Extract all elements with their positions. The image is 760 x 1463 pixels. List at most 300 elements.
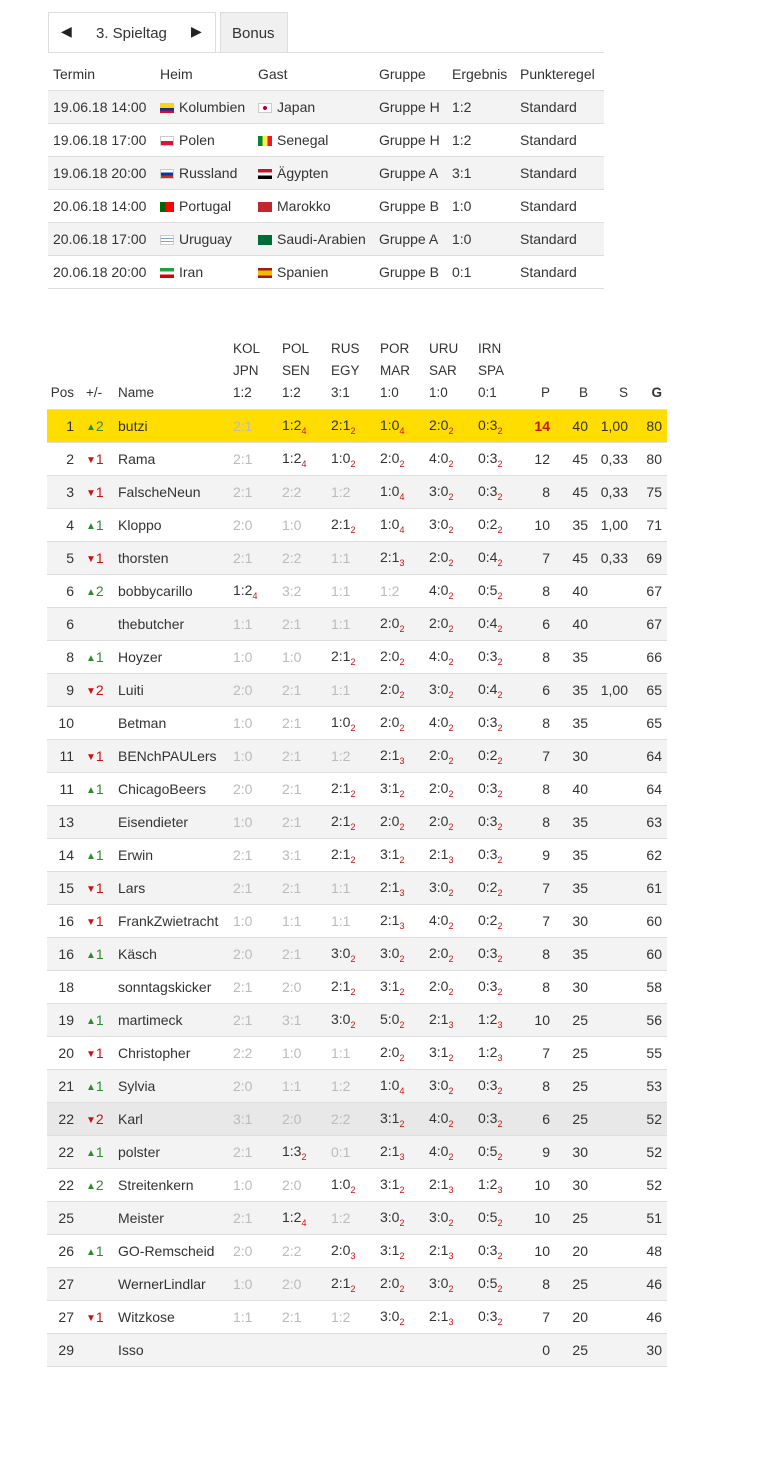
tip-points: 2 [399,1217,405,1228]
player-tip [327,1169,376,1202]
rank-delta: 1 [95,649,104,665]
tip-points: 3 [497,1019,503,1030]
tip-score: 0:3 [478,647,498,664]
rank-position: 10 [47,707,80,740]
tip-score: 1:0 [380,515,400,532]
standings-row[interactable] [47,905,667,938]
tip-score: 2:1 [429,1175,449,1192]
player-points: 8 [523,938,555,971]
fixture-result: 1:2 [447,124,515,157]
player-tip [327,773,376,806]
player-tip [327,542,376,575]
standings-row[interactable] [47,1235,667,1268]
standings-row[interactable] [47,740,667,773]
tip-score: 1:2 [233,581,253,598]
player-name[interactable]: ChicagoBeers [116,773,229,806]
fixture-away [253,190,374,223]
player-tip [425,1268,474,1301]
player-total: 75 [633,476,667,509]
tip-score: 1:0 [331,713,351,730]
player-tip [229,1136,278,1169]
player-tip [327,872,376,905]
player-name[interactable]: FalscheNeun [116,476,229,509]
tip-points: 2 [350,788,356,799]
player-name[interactable]: Hoyzer [116,641,229,674]
standings-row[interactable] [47,971,667,1004]
arrow-down-icon: ▼ [86,1049,96,1060]
tip-score: 0:3 [478,482,498,499]
player-tip [425,1169,474,1202]
player-tip [278,1070,327,1103]
player-tip [376,1169,425,1202]
standings-row[interactable] [47,1169,667,1202]
standings-row[interactable] [47,1136,667,1169]
tip-points: 3 [448,854,454,865]
fixture-group: Gruppe A [374,223,447,256]
flag-senegal-icon [258,136,272,146]
game-away-code: EGY [331,363,360,378]
tip-score: 2:1 [331,977,351,994]
home-team-name: Russland [179,165,238,181]
rank-delta: 1 [95,946,104,962]
tip-score: 2:1 [233,1210,253,1226]
standings-row[interactable] [47,509,667,542]
rank-change [80,971,116,1004]
player-name[interactable]: Christopher [116,1037,229,1070]
tip-points: 2 [497,821,503,832]
arrow-up-icon: ▲ [86,1082,96,1093]
tip-score: 2:1 [233,451,253,467]
tip-score: 0:3 [478,779,498,796]
tip-points: 2 [497,524,503,535]
tip-score: 2:1 [282,682,302,698]
player-tip [474,443,523,476]
player-tip [474,1202,523,1235]
tip-score: 1:2 [331,748,351,764]
player-tip [376,905,425,938]
player-name[interactable]: butzi [116,410,229,443]
rank-change [80,476,116,509]
tip-points: 3 [399,557,405,568]
tip-score: 2:0 [233,517,253,533]
tip-points: 2 [497,986,503,997]
tip-score: 2:0 [233,781,253,797]
player-tip [474,806,523,839]
tip-points: 2 [497,656,503,667]
standings-row[interactable] [47,674,667,707]
rank-position: 22 [47,1136,80,1169]
arrow-down-icon: ▼ [86,488,96,499]
rank-change [80,1268,116,1301]
tip-score: 2:1 [331,416,351,433]
player-name[interactable]: Kloppo [116,509,229,542]
player-s-value [593,1037,633,1070]
player-points: 10 [523,509,555,542]
standings-row[interactable] [47,1301,667,1334]
tip-score: 0:4 [478,680,498,697]
tip-score: 1:2 [478,1043,498,1060]
tip-points: 2 [497,1085,503,1096]
tip-score: 3:2 [282,583,302,599]
player-points: 6 [523,608,555,641]
player-tip [425,509,474,542]
player-tip [229,707,278,740]
rank-position: 19 [47,1004,80,1037]
player-tip [425,674,474,707]
player-tip [474,707,523,740]
tip-score: 0:3 [478,1241,498,1258]
tip-points: 3 [399,887,405,898]
tip-score: 4:0 [429,1109,449,1126]
rank-delta: 1 [95,1309,104,1325]
game-home-code: RUS [331,341,360,356]
tip-score: 3:0 [380,1307,400,1324]
player-tip [327,806,376,839]
player-tip [278,872,327,905]
player-tip [229,1004,278,1037]
rank-change [80,1103,116,1136]
tip-points: 2 [350,524,356,535]
player-name[interactable]: Streitenkern [116,1169,229,1202]
player-tip [425,806,474,839]
standings-row[interactable] [47,1004,667,1037]
standings-row[interactable] [47,641,667,674]
home-team-name: Polen [179,132,215,148]
standings-row[interactable] [47,542,667,575]
rank-change [80,707,116,740]
player-points: 0 [523,1334,555,1367]
tip-score: 2:0 [429,746,449,763]
tip-score: 3:0 [331,1010,351,1027]
tip-score: 5:0 [380,1010,400,1027]
tip-points: 2 [497,887,503,898]
tip-points: 2 [448,524,454,535]
arrow-up-icon: ▲ [86,422,96,433]
flag-japan-icon [258,103,272,113]
player-bonus: 25 [555,1070,593,1103]
player-name[interactable]: Sylvia [116,1070,229,1103]
tip-score: 1:0 [282,1045,302,1061]
player-name[interactable]: Käsch [116,938,229,971]
player-name[interactable]: bobbycarillo [116,575,229,608]
player-tip [425,938,474,971]
player-tip [376,806,425,839]
arrow-up-icon: ▲ [86,653,96,664]
tip-points: 2 [448,755,454,766]
fixture-result: 1:2 [447,91,515,124]
player-name[interactable]: thebutcher [116,608,229,641]
fixture-group: Gruppe A [374,157,447,190]
standings-row[interactable] [47,1070,667,1103]
tip-points: 2 [448,1118,454,1129]
tip-points: 2 [497,689,503,700]
player-s-value [593,1004,633,1037]
player-bonus: 35 [555,674,593,707]
col-header-game [229,338,278,410]
player-tip [278,806,327,839]
rank-position: 16 [47,905,80,938]
tip-score: 2:0 [282,979,302,995]
player-name[interactable]: polster [116,1136,229,1169]
tip-score: 3:1 [282,1012,302,1028]
tip-score: 1:0 [233,814,253,830]
standings-row[interactable] [47,1202,667,1235]
standings-row[interactable] [47,773,667,806]
tab-matchday[interactable] [48,12,216,52]
home-team-name: Portugal [179,198,232,214]
player-tip [229,905,278,938]
tip-points: 2 [350,722,356,733]
rank-change [80,410,116,443]
tip-score: 2:0 [429,944,449,961]
player-total: 55 [633,1037,667,1070]
player-tip [278,905,327,938]
tip-points: 3 [497,1052,503,1063]
rank-position: 6 [47,575,80,608]
player-name[interactable]: sonntagskicker [116,971,229,1004]
fixture-row [48,190,604,223]
player-name[interactable]: Erwin [116,839,229,872]
player-points: 10 [523,1235,555,1268]
player-tip [327,707,376,740]
tip-points: 4 [252,590,258,601]
tab-bonus-label: Bonus [232,25,275,42]
player-tip [327,905,376,938]
player-s-value [593,905,633,938]
away-team-name: Japan [277,99,316,115]
tip-points: 2 [350,986,356,997]
tip-score: 1:0 [233,1177,253,1193]
tip-score: 2:1 [282,946,302,962]
tip-points: 2 [448,1217,454,1228]
rank-position: 1 [47,410,80,443]
standings-row[interactable] [47,443,667,476]
player-points: 10 [523,1202,555,1235]
player-tip [229,509,278,542]
tip-score: 2:1 [233,880,253,896]
player-name[interactable]: thorsten [116,542,229,575]
tip-points: 4 [399,1085,405,1096]
fixture-group: Gruppe H [374,91,447,124]
rank-change [80,1070,116,1103]
arrow-up-icon: ▲ [86,1148,96,1159]
player-s-value: 1,00 [593,674,633,707]
tip-score: 2:0 [380,614,400,631]
tip-points: 2 [399,788,405,799]
next-matchday-icon[interactable]: ▶ [191,23,202,39]
rank-delta: 1 [95,781,104,797]
tip-score: 2:1 [380,746,400,763]
player-total: 30 [633,1334,667,1367]
player-name[interactable]: BENchPAULers [116,740,229,773]
player-tip [425,740,474,773]
player-tip [474,641,523,674]
game-result: 1:2 [282,385,301,400]
player-tip [425,1070,474,1103]
player-name[interactable]: Isso [116,1334,229,1367]
game-home-code: IRN [478,341,502,356]
player-tip [425,707,474,740]
col-header-ergebnis: Ergebnis [452,66,508,82]
player-total: 80 [633,443,667,476]
player-tip [425,905,474,938]
tip-points: 2 [350,1184,356,1195]
player-name[interactable]: WernerLindlar [116,1268,229,1301]
player-bonus: 35 [555,707,593,740]
player-tip [474,1169,523,1202]
fixture-group: Gruppe H [374,124,447,157]
standings-row[interactable] [47,476,667,509]
standings-row[interactable] [47,608,667,641]
tip-points: 4 [399,491,405,502]
tip-points: 2 [399,1184,405,1195]
player-bonus: 25 [555,1004,593,1037]
tip-score: 2:0 [380,713,400,730]
rank-delta: 1 [95,517,104,533]
tab-bonus[interactable] [220,12,288,52]
rank-position: 2 [47,443,80,476]
rank-delta: 2 [95,1111,104,1127]
fixture-row [48,91,604,124]
player-tip [229,575,278,608]
player-name[interactable]: Meister [116,1202,229,1235]
standings-row[interactable] [47,806,667,839]
standings-row[interactable] [47,707,667,740]
player-s-value [593,707,633,740]
tip-score: 2:1 [331,845,351,862]
col-header-name: Name [118,385,155,400]
tip-score: 1:1 [331,1045,351,1061]
tip-score: 0:2 [478,878,498,895]
tip-score: 2:1 [282,748,302,764]
player-tip [278,1202,327,1235]
player-bonus: 35 [555,509,593,542]
player-tip [376,707,425,740]
tip-score: 0:2 [478,911,498,928]
tip-points: 2 [448,425,454,436]
tip-points: 2 [448,458,454,469]
player-total: 48 [633,1235,667,1268]
standings-row[interactable] [47,575,667,608]
rank-position: 22 [47,1103,80,1136]
tip-score: 2:1 [233,418,253,434]
rank-position: 20 [47,1037,80,1070]
tip-score: 2:1 [282,880,302,896]
player-tip [229,872,278,905]
player-tip [229,641,278,674]
player-name[interactable]: Luiti [116,674,229,707]
standings-row[interactable] [47,1268,667,1301]
player-name[interactable]: GO-Remscheid [116,1235,229,1268]
player-bonus: 20 [555,1235,593,1268]
tip-score: 2:1 [282,781,302,797]
rank-delta: 2 [95,418,104,434]
tip-score: 1:2 [331,1309,351,1325]
arrow-up-icon: ▲ [86,785,96,796]
fixture-home [155,190,253,223]
player-tip [474,740,523,773]
tip-score: 2:0 [380,680,400,697]
fixture-rule: Standard [515,256,604,289]
player-name[interactable]: Karl [116,1103,229,1136]
tip-score: 0:3 [478,449,498,466]
tip-score: 2:0 [429,812,449,829]
rank-delta: 1 [95,451,104,467]
tip-points: 2 [448,887,454,898]
standings-row[interactable] [47,938,667,971]
tip-score: 2:2 [282,484,302,500]
standings-row[interactable] [47,839,667,872]
player-bonus: 30 [555,740,593,773]
player-tip [229,938,278,971]
tip-points: 2 [448,623,454,634]
player-tip [474,1070,523,1103]
tip-score: 0:1 [331,1144,351,1160]
tip-points: 2 [448,920,454,931]
standings-row[interactable] [47,1334,667,1367]
player-tip [229,1334,278,1367]
tip-score: 0:3 [478,416,498,433]
player-bonus: 40 [555,575,593,608]
tip-score: 2:1 [233,550,253,566]
player-name[interactable]: FrankZwietracht [116,905,229,938]
standings-row[interactable] [47,1037,667,1070]
player-name[interactable]: Betman [116,707,229,740]
rank-position: 22 [47,1169,80,1202]
tip-points: 2 [448,656,454,667]
rank-position: 18 [47,971,80,1004]
rank-delta: 1 [95,1045,104,1061]
tip-score: 2:1 [233,1012,253,1028]
prev-matchday-icon[interactable]: ◀ [61,23,72,39]
standings-row[interactable] [47,872,667,905]
player-tip [229,1169,278,1202]
tip-points: 3 [497,1184,503,1195]
fixture-away [253,124,374,157]
player-name[interactable]: Lars [116,872,229,905]
standings-row[interactable] [47,1103,667,1136]
arrow-up-icon: ▲ [86,851,96,862]
rank-change [80,740,116,773]
flag-iran-icon [160,268,174,278]
player-name[interactable]: Witzkose [116,1301,229,1334]
player-points: 10 [523,1004,555,1037]
player-name[interactable]: Rama [116,443,229,476]
rank-delta: 1 [95,748,104,764]
tip-score: 1:2 [380,583,400,599]
player-total: 65 [633,707,667,740]
col-header-punkteregel: Punkteregel [520,66,595,82]
col-header-pos: Pos [50,385,74,400]
tip-score: 2:1 [429,1010,449,1027]
rank-position: 9 [47,674,80,707]
tip-score: 2:1 [331,1274,351,1291]
tip-score: 0:5 [478,1274,498,1291]
player-points: 8 [523,1070,555,1103]
matchday-label: 3. Spieltag [96,25,167,42]
flag-egypt-icon [258,169,272,179]
player-tip [278,1235,327,1268]
player-tip [229,1037,278,1070]
player-name[interactable]: Eisendieter [116,806,229,839]
player-tip [278,608,327,641]
player-tip [376,641,425,674]
standings-row[interactable] [47,410,667,443]
player-name[interactable]: martimeck [116,1004,229,1037]
player-total: 56 [633,1004,667,1037]
game-away-code: SPA [478,363,505,378]
arrow-down-icon: ▼ [86,917,96,928]
